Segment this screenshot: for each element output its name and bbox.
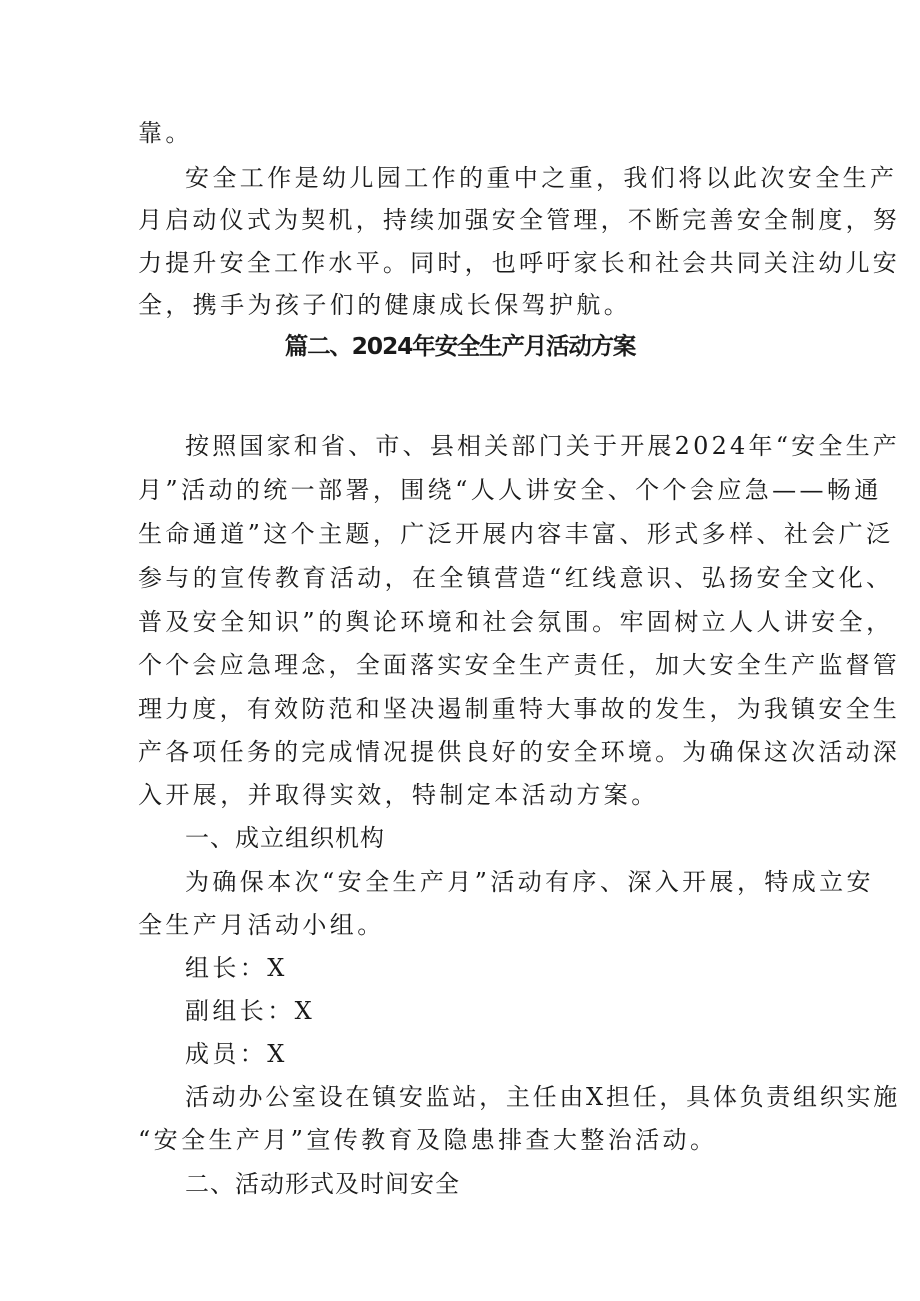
section-heading: 二、活动形式及时间安全: [185, 1170, 460, 1198]
paragraph-line: 全，携手为孩子们的健康成长保驾护航。: [138, 291, 632, 319]
paragraph-line: 普及安全知识”的舆论环境和社会氛围。牢固树立人人讲安全，: [138, 608, 894, 636]
paragraph-line: 安全工作是幼儿园工作的重中之重，我们将以此次安全生产: [185, 164, 898, 192]
paragraph-line: 为确保本次“安全生产月”活动有序、深入开展，特成立安: [185, 868, 874, 896]
paragraph-line: 力提升安全工作水平。同时，也呼吁家长和社会共同关注幼儿安: [138, 249, 900, 277]
paragraph-line: 参与的宣传教育活动，在全镇营造“红线意识、弘扬安全文化、: [138, 564, 894, 592]
section-heading: 一、成立组织机构: [185, 824, 385, 852]
paragraph-line: 全生产月活动小组。: [138, 911, 385, 939]
paragraph-line: 入开展，并取得实效，特制定本活动方案。: [138, 781, 659, 809]
deputy-leader-line: 副组长：X: [185, 997, 316, 1025]
members-line: 成员：X: [185, 1040, 288, 1068]
paragraph-line: 个个会应急理念，全面落实安全生产责任，加大安全生产监督管: [138, 651, 900, 679]
paragraph-line: “安全生产月”宣传教育及隐患排查大整治活动。: [138, 1126, 718, 1154]
paragraph-line: 生命通道”这个主题，广泛开展内容丰富、形式多样、社会广泛: [138, 520, 894, 548]
article-title: 篇二、2024年安全生产月活动方案: [284, 332, 636, 360]
group-leader-line: 组长：X: [185, 954, 288, 982]
paragraph-line: 靠。: [138, 119, 193, 147]
paragraph-line: 产各项任务的完成情况提供良好的安全环境。为确保这次活动深: [138, 738, 900, 766]
paragraph-line: 理力度，有效防范和坚决遏制重特大事故的发生，为我镇安全生: [138, 695, 900, 723]
paragraph-line: 按照国家和省、市、县相关部门关于开展2024年“安全生产: [185, 432, 900, 460]
paragraph-line: 月启动仪式为契机，持续加强安全管理，不断完善安全制度，努: [138, 206, 900, 234]
paragraph-line: 活动办公室设在镇安监站，主任由X担任，具体负责组织实施: [185, 1083, 900, 1111]
paragraph-line: 月”活动的统一部署，围绕“人人讲安全、个个会应急——畅通: [138, 476, 882, 504]
